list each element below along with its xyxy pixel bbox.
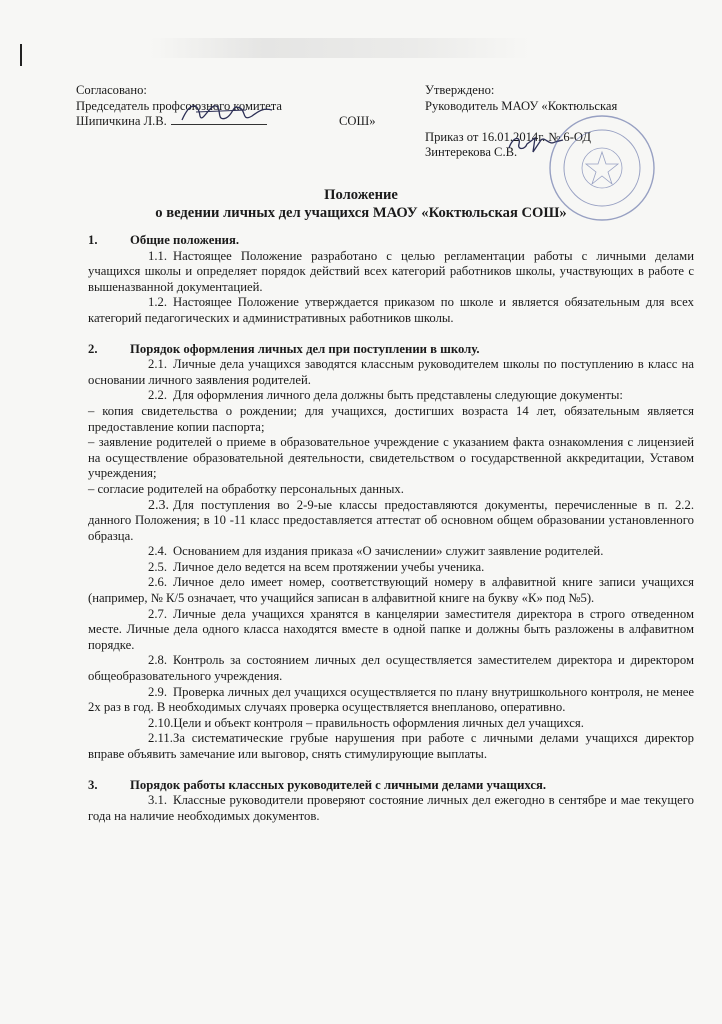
paragraph-number: 1.1.	[148, 248, 168, 263]
paragraph-text: Личные дела учащихся заводятся классным руководителем школы по поступлению в класс на основании личного заявления родителей.	[88, 357, 694, 387]
section-title: Порядок работы классных руководителей с личными делами учащихся.	[130, 777, 547, 792]
paragraph-text: Классные руководители проверяют состояние личных дел ежегодно в сентябре и мае текущего года на наличие необходимых документов.	[88, 793, 694, 823]
paragraph	[88, 793, 694, 824]
paragraph	[88, 544, 694, 560]
header-fragment: СОШ»	[339, 114, 376, 128]
paragraph-text: За систематические грубые нарушения при работе с личными делами учащихся директор вправе объявить замечание или выговор, снять стимулирующие выплаты.	[88, 731, 694, 761]
paragraph-text: Личное дело имеет номер, соответствующий номеру в алфавитной книге записи учащихся (например, № К/5 означает, что учащийся записан в алфавитной книге на букву «К» под №5).	[88, 575, 694, 606]
paragraph-text: Настоящее Положение утверждается приказом по школе и является обязательным для всех категорий педагогических и административных работников школы.	[88, 295, 694, 325]
document-title: Положение	[324, 187, 398, 203]
paragraph-number: 2.3.	[148, 497, 169, 513]
approver-name: Шипичкина Л.В.	[76, 114, 167, 128]
paragraph	[88, 653, 694, 684]
list-item: – согласие родителей на обработку персональных данных.	[88, 481, 404, 496]
paragraph-number: 2.6.	[148, 575, 168, 590]
paragraph-text: Личные дела учащихся хранятся в канцелярии заместителя директора в строго отведенном месте. Личные дела одного класса находятся вместе в одной папке и должны быть разложены в алфавитном порядке.	[88, 606, 694, 652]
paragraph-text: Основанием для издания приказа «О зачислении» служит заявление родителей.	[173, 544, 604, 559]
scan-mark	[20, 44, 22, 66]
paragraph-text: Для оформления личного дела должны быть представлены следующие документы:	[173, 388, 623, 403]
paragraph-text: Для поступления во 2-9-ые классы предоставляются документы, перечисленные в п. 2.2. данного Положения; в 10 -11 класс предоставляется аттестат об основном общем образовании установленного образца.	[88, 497, 694, 543]
paragraph	[88, 607, 694, 654]
paragraph-number: 2.10.	[148, 715, 174, 730]
section-number: 3.	[88, 777, 98, 792]
section-heading	[88, 778, 694, 794]
paragraph	[88, 498, 694, 545]
director-name: Зинтерекова С.В.	[425, 145, 518, 159]
paragraph-number: 2.8.	[148, 653, 168, 668]
document-subtitle: о ведении личных дел учащихся МАОУ «Коктюльская СОШ»	[155, 205, 567, 221]
paragraph	[88, 685, 694, 716]
paragraph-number: 2.4.	[148, 544, 168, 559]
paragraph-number: 3.1.	[148, 793, 168, 808]
paragraph-number: 1.2.	[148, 295, 168, 310]
paragraph-number: 2.9.	[148, 684, 168, 699]
section-heading	[88, 342, 694, 358]
paragraph-number: 2.11.	[148, 731, 173, 746]
paragraph-number: 2.5.	[148, 559, 168, 574]
paragraph	[88, 560, 694, 576]
paragraph-text: Проверка личных дел учащихся осуществляется по плану внутришкольного контроля, не менее 2х раз в год. В необходимых случаях проверка осуществляется внепланово, оперативно.	[88, 684, 694, 715]
order-reference: Приказ от 16.01.2014г. № 6-ОД	[425, 129, 591, 144]
approval-label: Согласовано:	[76, 83, 147, 97]
section-title: Порядок оформления личных дел при поступлении в школу.	[130, 341, 480, 356]
paragraph	[88, 731, 694, 762]
section-number: 1.	[88, 233, 98, 247]
list-item: – заявление родителей о приеме в образовательное учреждение с указанием факта ознакомления с лицензией на осуществление образовательной деятельности, свидетельством о государственной аккредитации, Уставом учреждения;	[88, 435, 694, 481]
paragraph	[88, 716, 694, 732]
director-position: Руководитель МАОУ «Коктюльская	[425, 98, 618, 113]
list-item: – копия свидетельства о рождении; для учащихся, достигших возраста 14 лет, обязательным является предоставление копии паспорта;	[88, 403, 694, 434]
paragraph	[88, 249, 694, 296]
paragraph-text: Личное дело ведется на всем протяжении учебы ученика.	[173, 559, 485, 574]
section-title: Общие положения.	[130, 233, 239, 247]
paragraph-number: 2.2.	[148, 388, 168, 403]
paragraph-text: Настоящее Положение разработано с целью регламентации работы с личными делами учащихся школы и определяет порядок действий всех категорий работников школы, участвующих в работе с вышеназванной документацией.	[88, 248, 694, 294]
paragraph	[88, 575, 694, 606]
paragraph-text: Цели и объект контроля – правильность оформления личных дел учащихся.	[173, 715, 584, 730]
approver-position: Председатель профсоюзного комитета	[76, 98, 283, 113]
spacer	[88, 327, 694, 342]
signature-left	[176, 98, 276, 128]
paragraph	[88, 388, 694, 404]
paragraph-number: 2.1.	[148, 357, 168, 372]
section-number: 2.	[88, 341, 98, 356]
paragraph	[88, 357, 694, 388]
paragraph-number: 2.7.	[148, 606, 168, 621]
approved-label: Утверждено:	[425, 83, 495, 97]
scan-smudge	[150, 38, 530, 58]
paragraph-text: Контроль за состоянием личных дел осуществляется заместителем директора и директором общеобразовательного учреждения.	[88, 653, 694, 684]
spacer	[88, 763, 694, 778]
paragraph	[88, 295, 694, 326]
section-heading	[88, 233, 694, 249]
document-body	[88, 233, 694, 824]
